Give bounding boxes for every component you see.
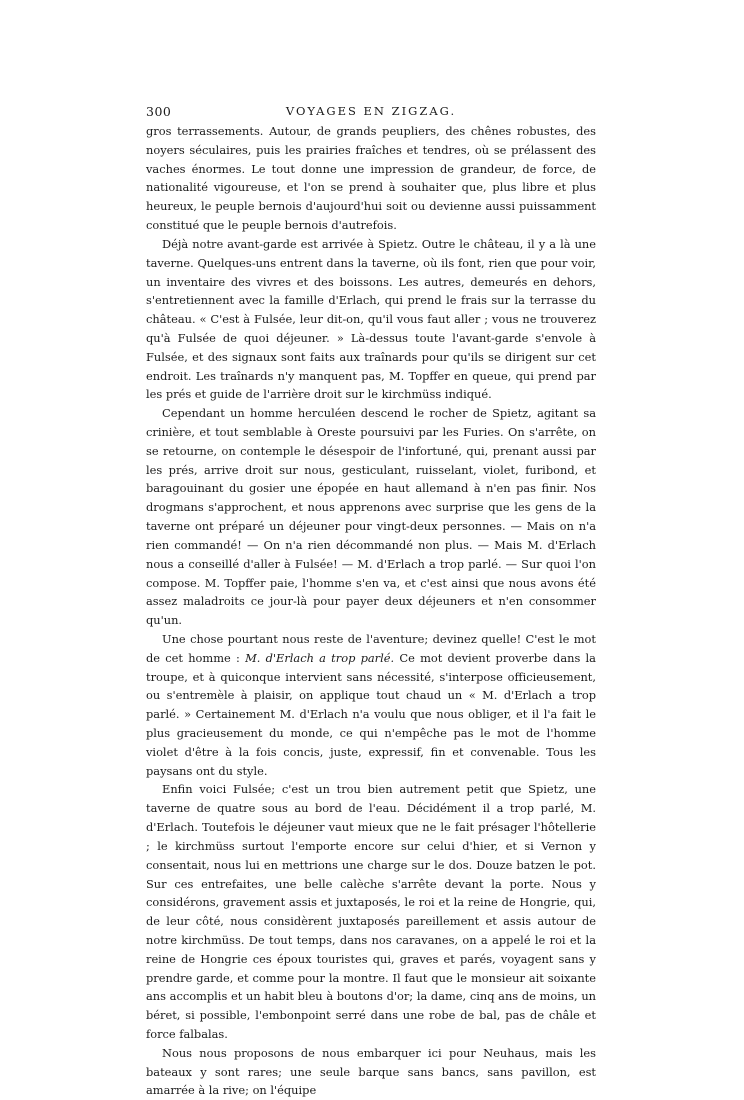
paragraph-5: Enfin voici Fulsée; c'est un trou bien autrement petit que Spietz, une taverne de quatre sous au bord de l'eau. Décidément il a trop parlé, M. d'Erlach. Toutefois le déjeuner vaut mieux que ne le fait présager l'hôtellerie ; le kirchmüss surtout l'emporte encore sur celui d'hier, et si Vernon y consentait, nous lui en mettrions une charge sur le dos. Douze batzen le pot. Sur ces entrefaites, une belle calèche s'arrête devant la porte. Nous y considérons, gravement assis et juxtaposés, le roi et la reine de Hongrie, qui, de leur côté, nous considèrent juxtaposés pareillement et assis autour de notre kirchmüss. De tout temps, dans nos caravanes, on a appelé le roi et la reine de Hongrie ces époux touristes qui, graves et parés, voyagent sans y prendre garde, et comme pour la montre. Il faut que le monsieur ait soixante ans accomplis et un habit bleu à boutons d'or; la dame, cinq ans de moins, un béret, si possible, l'embonpoint serré dans une robe de bal, pas de châle et force falbalas.: [146, 782, 596, 1041]
paragraph-1: gros terrassements. Autour, de grands peupliers, des chênes robustes, des noyers séculaires, puis les prairies fraîches et tendres, où se prélassent des vaches énormes. Le tout donne une impression de grandeur, de force, de nationalité vigoureuse, et l'on se prend à souhaiter que, plus libre et plus heureux, le peuple bernois d'aujourd'hui soit ou devienne aussi puissamment constitué que le peuple bernois d'autrefois.: [146, 124, 596, 233]
paragraph-3: Cependant un homme herculéen descend le rocher de Spietz, agitant sa crinière, et tout semblable à Oreste poursuivi par les Furies. On s'arrête, on se retourne, on contemple le désespoir de l'infortuné, qui, prenant aussi par les prés, arrive droit sur nous, gesticulant, ruisselant, violet, furibond, et baragouinant du gosier une épopée en haut allemand à n'en pas finir. Nos drogmans s'approchent, et nous apprenons avec surprise que les gens de la taverne ont préparé un déjeuner pour vingt-deux personnes. — Mais on n'a rien commandé! — On n'a rien décommandé non plus. — Mais M. d'Erlach nous a conseillé d'aller à Fulsée! — M. d'Erlach a trop parlé. — Sur quoi l'on compose. M. Topffer paie, l'homme s'en va, et c'est ainsi que nous avons été assez maladroits ce jour-là pour payer deux déjeuners et n'en consommer qu'un.: [146, 406, 596, 628]
paragraph-4-before: Une chose pourtant nous reste de l'aventure; devinez quelle! C'est le mot de cet homme :: [146, 631, 596, 665]
paragraph-4: [146, 630, 596, 781]
paragraph-2: Déjà notre avant-garde est arrivée à Spietz. Outre le château, il y a là une taverne. Quelques-uns entrent dans la taverne, où ils font, rien que pour voir, un inventaire des vivres et des boissons. Les autres, demeurés en dehors, s'entretiennent avec la famille d'Erlach, qui prend le frais sur la terrasse du château. « C'est à Fulsée, leur dit-on, qu'il vous faut aller ; vous ne trouverez qu'à Fulsée de quoi déjeuner. » Là-dessus toute l'avant-garde s'envole à Fulsée, et des signaux sont faits aux traînards pour qu'ils se dirigent sur cet endroit. Les traînards n'y manquent pas, M. Topffer en queue, qui prend par les prés et guide de l'arrière droit sur le kirchmüss indiqué.: [146, 236, 596, 402]
page-number: 300: [146, 104, 172, 119]
paragraph-6: Nous nous proposons de nous embarquer ici pour Neuhaus, mais les bateaux y sont rares; une seule barque sans bancs, sans pavillon, est amarrée à la rive; on l'équipe: [146, 1045, 596, 1098]
paragraph-4-after: Ce mot devient proverbe dans la troupe, et à quiconque intervient sans nécessité, s'interpose officieusement, ou s'entremèle à plaisir, on applique tout chaud un « M. d'Erlach a trop parlé. » Certainement M. d'Erlach n'a voulu que nous obliger, et il l'a fait le plus gracieusement du monde, ce qui n'empêche pas le mot de l'homme violet d'être à la fois concis, juste, expressif, fin et convenable. Tous les paysans ont du style.: [146, 650, 596, 778]
running-title: VOYAGES EN ZIGZAG.: [285, 104, 457, 118]
italic-quote: M. d'Erlach a trop parlé.: [245, 650, 395, 665]
body-text: [146, 122, 596, 1100]
page-header: [146, 104, 596, 124]
